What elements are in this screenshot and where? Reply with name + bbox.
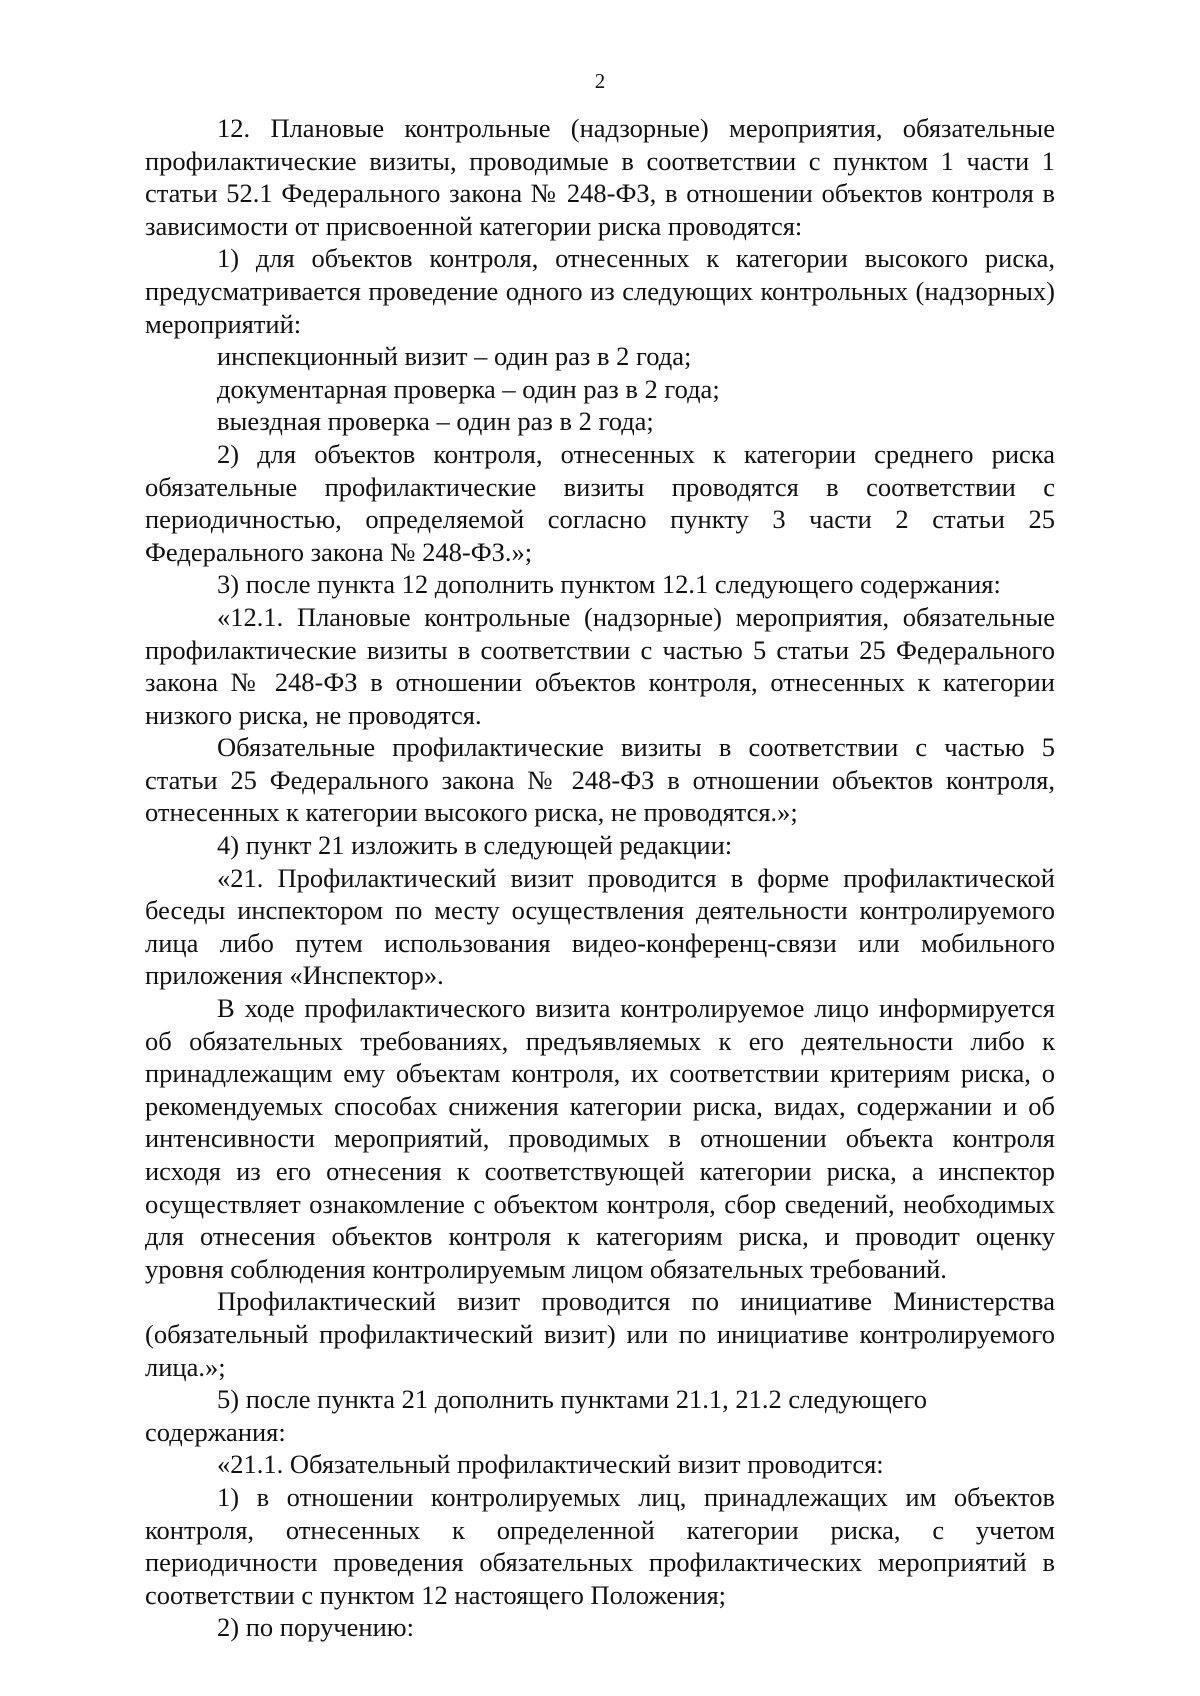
paragraph-item-12: 12. Плановые контрольные (надзорные) мероприятия, обязательные профилактические визиты, проводимые в соответствии с пунктом 1 части 1 статьи 52.1 Федерального закона № 248-ФЗ, в отношении объектов контроля в зависимости от присвоенной категории риска проводятся:: [145, 113, 1055, 241]
document-body: [145, 112, 1055, 1644]
paragraph-mandatory-visits-high-risk: Обязательные профилактические визиты в соответствии с частью 5 статьи 25 Федерального закона № 248-ФЗ в отношении объектов контроля, отнесенных к категории высокого риска, не проводятся.»;: [145, 732, 1055, 828]
amendment-3: 3) после пункта 12 дополнить пунктом 12.1 следующего содержания:: [217, 569, 1001, 600]
subitem-high-risk: 1) для объектов контроля, отнесенных к категории высокого риска, предусматривается проведение одного из следующих контрольных (надзорных) мероприятий:: [145, 243, 1055, 339]
page-number: 2: [594, 69, 606, 93]
paragraph-item-21: «21. Профилактический визит проводится в форме профилактической беседы инспектором по месту осуществления деятельности контролируемого лица либо путем использования видео-конференц-связи или мобильного приложения «Инспектор».: [145, 862, 1055, 991]
subitem-21-1-1: 1) в отношении контролируемых лиц, принадлежащих им объектов контроля, отнесенных к определенной категории риска, с учетом периодичности проведения обязательных профилактических мероприятий в соответствии с пунктом 12 настоящего Положения;: [145, 1481, 1055, 1610]
paragraph-item-21-1: «21.1. Обязательный профилактический визит проводится:: [217, 1449, 884, 1480]
list-line-inspection-visit: инспекционный визит – один раз в 2 года;: [217, 341, 692, 372]
amendment-4: 4) пункт 21 изложить в следующей редакции:: [217, 830, 733, 861]
subitem-21-1-2: 2) по поручению:: [217, 1612, 414, 1643]
list-line-documentary-check: документарная проверка – один раз в 2 года;: [217, 373, 720, 404]
paragraph-item-12-1: «12.1. Плановые контрольные (надзорные) мероприятия, обязательные профилактические визиты в соответствии с частью 5 статьи 25 Федерального закона № 248-ФЗ в отношении объектов контроля, отнесенных к категории низкого риска, не проводятся.: [145, 601, 1055, 730]
subitem-medium-risk: 2) для объектов контроля, отнесенных к категории среднего риска обязательные профилактические визиты проводятся в соответствии с периодичностью, определяемой согласно пункту 3 части 2 статьи 25 Федерального закона № 248-ФЗ.»;: [145, 438, 1055, 567]
amendment-5: 5) после пункта 21 дополнить пунктами 21.1, 21.2 следующего содержания:: [145, 1384, 927, 1447]
list-line-field-check: выездная проверка – один раз в 2 года;: [217, 406, 654, 437]
paragraph-visit-initiative: Профилактический визит проводится по инициативе Министерства (обязательный профилактический визит) или по инициативе контролируемого лица.»;: [145, 1286, 1055, 1382]
paragraph-visit-content: В ходе профилактического визита контролируемое лицо информируется об обязательных требованиях, предъявляемых к его деятельности либо к принадлежащим ему объектам контроля, их соответствии критериям риска, о рекомендуемых способах снижения категории риска, видах, содержании и об интенсивности мероприятий, проводимых в отношении объекта контроля исходя из его отнесения к соответствующей категории риска, а инспектор осуществляет ознакомление с объектом контроля, сбор сведений, необходимых для отнесения объектов контроля к категориям риска, и проводит оценку уровня соблюдения контролируемым лицом обязательных требований.: [145, 993, 1055, 1284]
